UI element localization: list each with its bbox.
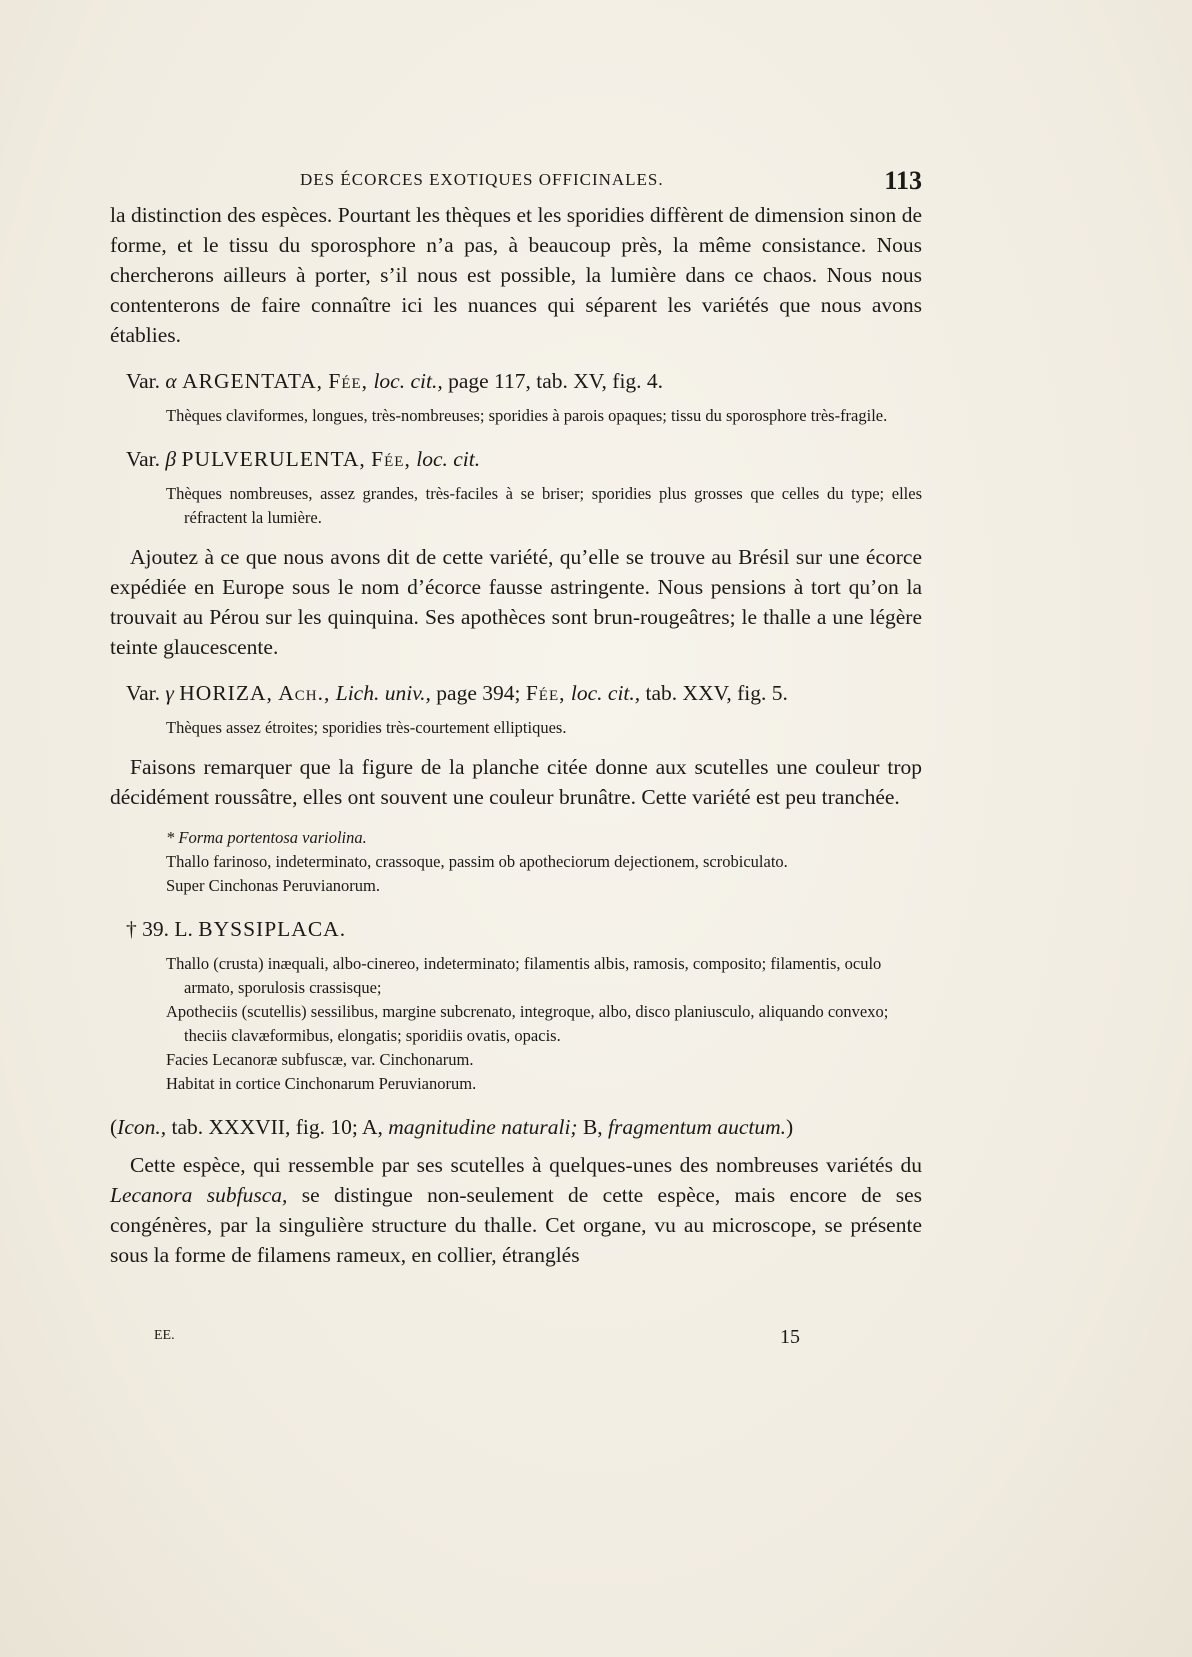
reference-detail: tab. XXV, fig. 5.: [645, 681, 788, 705]
page-body: [110, 200, 922, 1270]
species-desc-apothecia: Apotheciis (scutellis) sessilibus, margine subcrenato, integroque, albo, disco planiusculo, aliquando convexo; theciis clavæformibus, elongatis; sporidiis ovatis, opacis.: [166, 1002, 889, 1045]
species-reference: Lecanora subfusca,: [110, 1183, 288, 1207]
icon-label: Icon.,: [117, 1115, 167, 1139]
paren-open: (: [110, 1115, 118, 1139]
quire-number: 15: [780, 1326, 800, 1348]
page-ref: page 394;: [436, 681, 521, 705]
greek-letter: α: [165, 369, 177, 393]
species-description: [110, 952, 922, 1096]
page-number: 113: [884, 166, 922, 195]
variety-gamma-description: Thèques assez étroites; sporidies très-courtement elliptiques.: [166, 718, 567, 737]
page-footer: [120, 1326, 820, 1350]
paragraph-text-b: se distingue non-seulement de cette espèce, mais encore de ses congénères, par la singulière structure du thalle. Cet organe, vu au microscope, se présente sous la forme de filamens rameux, en collier, étranglés: [110, 1183, 923, 1267]
forma-line-1: Thallo farinoso, indeterminato, crassoque, passim ob apotheciorum dejectionem, scrobiculato.: [166, 852, 788, 871]
variety-beta-heading: [126, 444, 922, 474]
author: Fée,: [371, 447, 411, 471]
var-prefix: Var.: [126, 681, 161, 705]
fig-b: B,: [582, 1115, 603, 1139]
running-title: DES ÉCORCES EXOTIQUES OFFICINALES.: [300, 170, 664, 189]
variety-name: ARGENTATA,: [182, 369, 324, 393]
reference: loc. cit.,: [570, 681, 641, 705]
variety-beta-description: Thèques nombreuses, assez grandes, très-faciles à se briser; sporidies plus grosses que celles du type; elles réfractent la lumière.: [166, 484, 922, 527]
var-prefix: Var.: [126, 447, 161, 471]
greek-letter: γ: [165, 681, 174, 705]
variety-gamma-heading: [126, 678, 922, 708]
paragraph-text-a: Cette espèce, qui ressemble par ses scutelles à quelques-unes des nombreuses variétés du: [130, 1153, 922, 1177]
species-desc-habitat: Habitat in cortice Cinchonarum Peruvianorum.: [166, 1074, 477, 1093]
paragraph-gamma-notes: Faisons remarquer que la figure de la planche citée donne aux scutelles une couleur trop décidément roussâtre, elles ont souvent une couleur brunâtre. Cette variété est peu tranchée.: [110, 755, 922, 809]
forma-title: * Forma portentosa variolina.: [166, 828, 367, 847]
forma-block: [110, 826, 922, 898]
reference: loc. cit.: [416, 447, 481, 471]
greek-letter: β: [165, 447, 177, 471]
forma-line-2: Super Cinchonas Peruvianorum.: [166, 876, 381, 895]
paragraph-intro: la distinction des espèces. Pourtant les thèques et les sporidies diffèrent de dimension sinon de forme, et le tissu du sporosphore n’a pas, à beaucoup près, la même consistance. Nous chercherons ailleurs à porter, s’il nous est possible, la lumière dans ce chaos. Nous nous contenterons de faire connaître ici les nuances qui séparent les variétés que nous avons établies.: [110, 203, 922, 347]
paragraph-beta-notes: Ajoutez à ce que nous avons dit de cette variété, qu’elle se trouve au Brésil sur une écorce expédiée en Europe sous le nom d’écorce fausse astringente. Nous pensions à tort qu’on la trouvait au Pérou sur les quinquina. Ses apothèces sont brun-rougeâtres; le thalle a une légère teinte glaucescente.: [110, 545, 922, 659]
variety-alpha-heading: [126, 366, 922, 396]
author: Ach.,: [278, 681, 331, 705]
author-2: Fée,: [525, 681, 566, 705]
species-desc-facies: Facies Lecanoræ subfuscæ, var. Cinchonarum.: [166, 1050, 474, 1069]
reference: loc. cit.,: [373, 369, 443, 393]
fragment-note: fragmentum auctum.: [608, 1115, 786, 1139]
species-name: BYSSIPLACA.: [198, 917, 347, 941]
variety-alpha-description: Thèques claviformes, longues, très-nombreuses; sporidies à parois opaques; tissu du sporosphore très-fragile.: [166, 406, 888, 425]
species-heading: [126, 914, 922, 944]
variety-name: HORIZA,: [179, 681, 273, 705]
var-prefix: Var.: [126, 369, 161, 393]
species-number: † 39. L.: [126, 917, 193, 941]
paren-close: ): [786, 1115, 794, 1139]
paragraph-species-notes: [110, 1150, 922, 1270]
plate-ref: tab. XXXVII, fig. 10; A,: [171, 1115, 383, 1139]
page-header: [110, 166, 922, 194]
work-title: Lich. univ.,: [335, 681, 431, 705]
reference-detail: page 117, tab. XV, fig. 4.: [448, 369, 664, 393]
signature-mark: EE.: [154, 1328, 175, 1343]
species-desc-thallus: Thallo (crusta) inæquali, albo-cinereo, indeterminato; filamentis albis, ramosis, composito; filamentis, oculo armato, sporulosis crassisque;: [166, 954, 882, 997]
magnitude-note: magnitudine naturali;: [388, 1115, 578, 1139]
icon-reference: [110, 1112, 922, 1142]
variety-name: PULVERULENTA,: [181, 447, 366, 471]
author: Fée,: [328, 369, 369, 393]
